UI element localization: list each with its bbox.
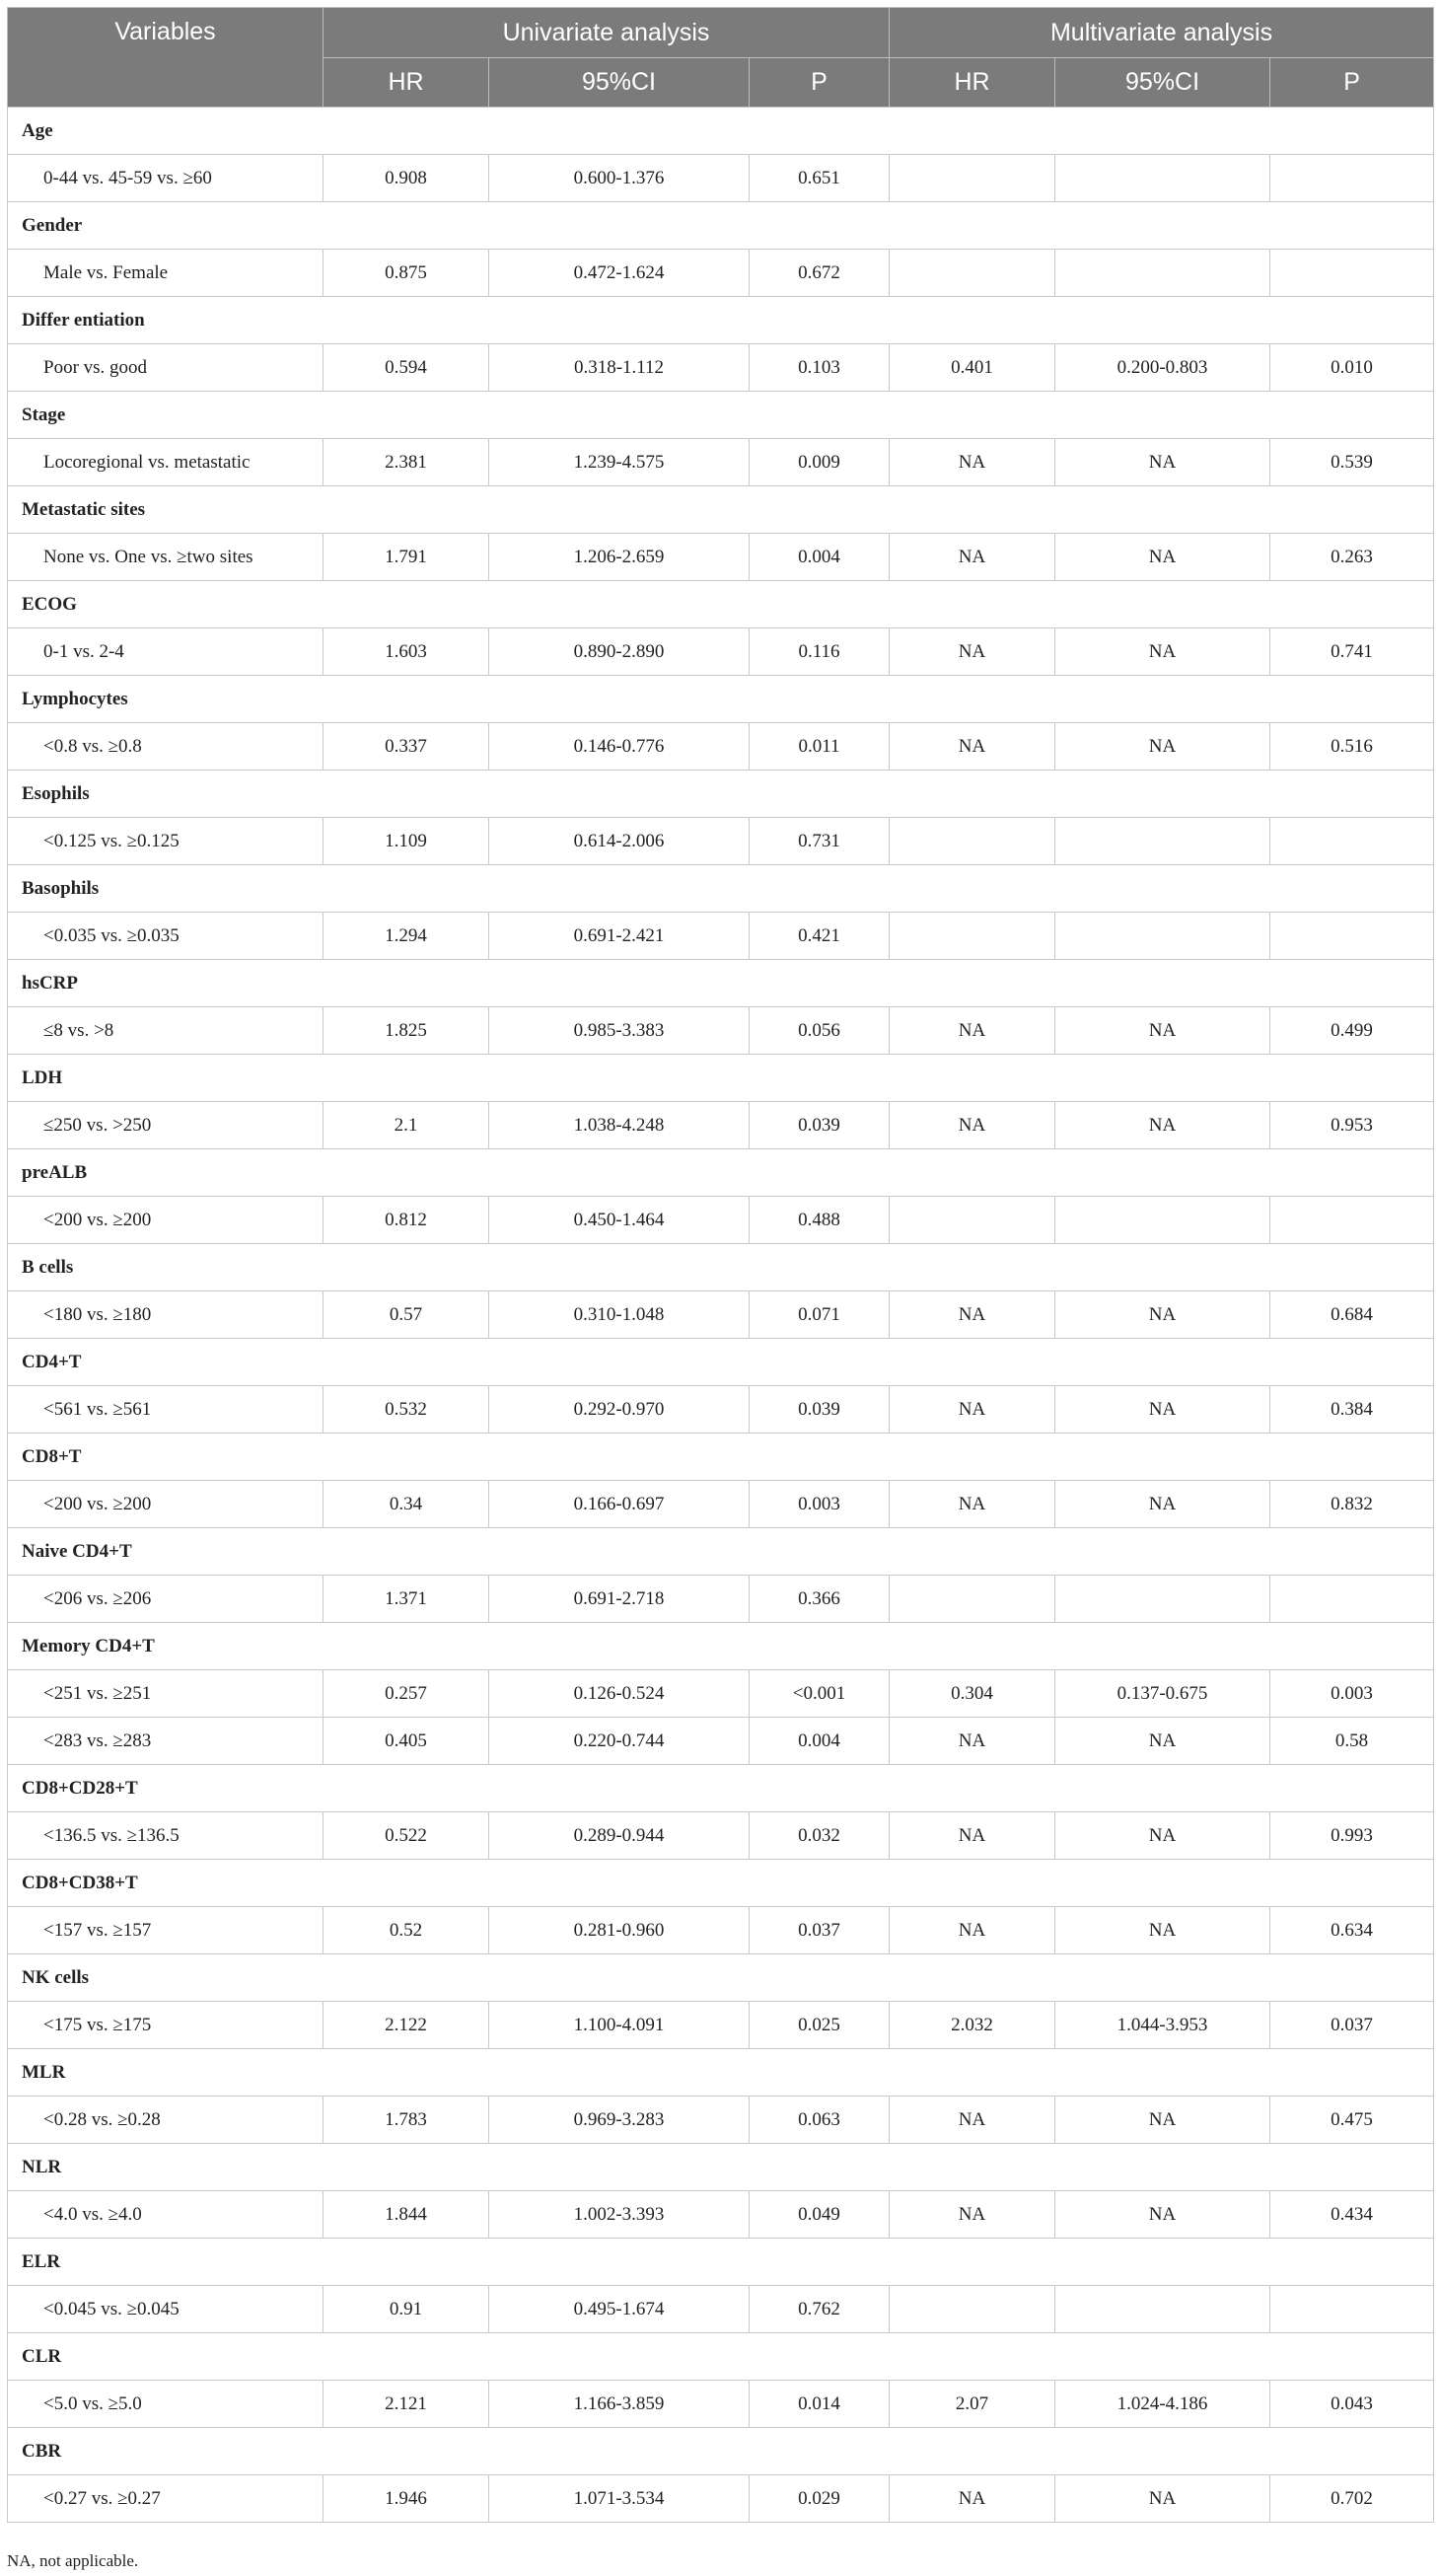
multi-ci — [1055, 250, 1270, 297]
multi-ci — [1055, 1197, 1270, 1244]
header-uni-ci: 95%CI — [489, 58, 750, 108]
group-title: Lymphocytes — [8, 676, 1434, 723]
uni-p: 0.488 — [750, 1197, 890, 1244]
uni-p: 0.037 — [750, 1907, 890, 1954]
multi-hr: NA — [890, 1007, 1055, 1055]
multi-p: 0.434 — [1270, 2191, 1434, 2239]
uni-p: 0.004 — [750, 1718, 890, 1765]
group-title: NLR — [8, 2144, 1434, 2191]
table-row — [8, 913, 1434, 960]
multi-p: 0.539 — [1270, 439, 1434, 486]
multi-hr — [890, 2286, 1055, 2333]
table-row — [8, 2097, 1434, 2144]
table-row — [8, 2475, 1434, 2523]
uni-p: 0.029 — [750, 2475, 890, 2523]
regression-table — [7, 7, 1434, 2523]
row-label: <136.5 vs. ≥136.5 — [8, 1812, 324, 1860]
uni-ci: 1.239-4.575 — [489, 439, 750, 486]
uni-p: 0.103 — [750, 344, 890, 392]
row-label: <180 vs. ≥180 — [8, 1291, 324, 1339]
multi-ci: NA — [1055, 2097, 1270, 2144]
table-footnote: NA, not applicable. — [7, 2551, 139, 2570]
group-title: CBR — [8, 2428, 1434, 2475]
group-header-row — [8, 1149, 1434, 1197]
group-title: CLR — [8, 2333, 1434, 2381]
table-header — [8, 8, 1434, 108]
multi-ci: 1.044-3.953 — [1055, 2002, 1270, 2049]
multi-ci: NA — [1055, 1291, 1270, 1339]
multi-ci: 0.200-0.803 — [1055, 344, 1270, 392]
group-header-row — [8, 771, 1434, 818]
uni-p: 0.762 — [750, 2286, 890, 2333]
row-label: <200 vs. ≥200 — [8, 1197, 324, 1244]
uni-ci: 0.969-3.283 — [489, 2097, 750, 2144]
group-header-row — [8, 1339, 1434, 1386]
multi-ci — [1055, 913, 1270, 960]
multi-p: 0.043 — [1270, 2381, 1434, 2428]
multi-p: 0.499 — [1270, 1007, 1434, 1055]
uni-hr: 0.34 — [324, 1481, 489, 1528]
multi-hr — [890, 818, 1055, 865]
uni-ci: 0.220-0.744 — [489, 1718, 750, 1765]
uni-ci: 0.318-1.112 — [489, 344, 750, 392]
row-label: Poor vs. good — [8, 344, 324, 392]
multi-ci: NA — [1055, 2191, 1270, 2239]
multi-hr: NA — [890, 1386, 1055, 1434]
uni-hr: 0.52 — [324, 1907, 489, 1954]
multi-ci: NA — [1055, 723, 1270, 771]
group-header-row — [8, 108, 1434, 155]
uni-hr: 0.594 — [324, 344, 489, 392]
table-row — [8, 534, 1434, 581]
multi-p: 0.516 — [1270, 723, 1434, 771]
uni-hr: 0.405 — [324, 1718, 489, 1765]
group-title: Memory CD4+T — [8, 1623, 1434, 1670]
row-label: Male vs. Female — [8, 250, 324, 297]
uni-p: 0.009 — [750, 439, 890, 486]
row-label: <0.28 vs. ≥0.28 — [8, 2097, 324, 2144]
table-row — [8, 155, 1434, 202]
uni-p: 0.003 — [750, 1481, 890, 1528]
row-label: <4.0 vs. ≥4.0 — [8, 2191, 324, 2239]
group-header-row — [8, 392, 1434, 439]
group-header-row — [8, 297, 1434, 344]
uni-ci: 0.146-0.776 — [489, 723, 750, 771]
row-label: <157 vs. ≥157 — [8, 1907, 324, 1954]
table-row — [8, 439, 1434, 486]
multi-hr: 0.304 — [890, 1670, 1055, 1718]
table-row — [8, 1907, 1434, 1954]
table-row — [8, 2381, 1434, 2428]
uni-p: 0.039 — [750, 1386, 890, 1434]
uni-ci: 0.600-1.376 — [489, 155, 750, 202]
table-row — [8, 2286, 1434, 2333]
uni-hr: 1.783 — [324, 2097, 489, 2144]
row-label: 0-1 vs. 2-4 — [8, 628, 324, 676]
uni-ci: 0.985-3.383 — [489, 1007, 750, 1055]
group-title: CD4+T — [8, 1339, 1434, 1386]
group-header-row — [8, 486, 1434, 534]
uni-p: 0.032 — [750, 1812, 890, 1860]
header-multi-hr: HR — [890, 58, 1055, 108]
multi-ci: NA — [1055, 534, 1270, 581]
uni-p: 0.004 — [750, 534, 890, 581]
uni-hr: 1.109 — [324, 818, 489, 865]
uni-hr: 0.257 — [324, 1670, 489, 1718]
table-row — [8, 1576, 1434, 1623]
multi-ci — [1055, 818, 1270, 865]
uni-ci: 0.691-2.718 — [489, 1576, 750, 1623]
uni-ci: 0.450-1.464 — [489, 1197, 750, 1244]
multi-p — [1270, 913, 1434, 960]
uni-ci: 0.292-0.970 — [489, 1386, 750, 1434]
group-header-row — [8, 1860, 1434, 1907]
group-title: Gender — [8, 202, 1434, 250]
uni-p: 0.651 — [750, 155, 890, 202]
uni-hr: 1.603 — [324, 628, 489, 676]
table-row — [8, 1718, 1434, 1765]
multi-hr: NA — [890, 534, 1055, 581]
multi-p: 0.684 — [1270, 1291, 1434, 1339]
group-title: B cells — [8, 1244, 1434, 1291]
uni-ci: 0.890-2.890 — [489, 628, 750, 676]
row-label: None vs. One vs. ≥two sites — [8, 534, 324, 581]
multi-ci: 1.024-4.186 — [1055, 2381, 1270, 2428]
multi-hr: NA — [890, 1718, 1055, 1765]
uni-p: 0.421 — [750, 913, 890, 960]
multi-ci: NA — [1055, 2475, 1270, 2523]
group-header-row — [8, 960, 1434, 1007]
group-title: Esophils — [8, 771, 1434, 818]
group-header-row — [8, 2144, 1434, 2191]
uni-ci: 1.206-2.659 — [489, 534, 750, 581]
group-title: NK cells — [8, 1954, 1434, 2002]
uni-ci: 1.071-3.534 — [489, 2475, 750, 2523]
row-label: Locoregional vs. metastatic — [8, 439, 324, 486]
multi-p — [1270, 1197, 1434, 1244]
row-label: <0.27 vs. ≥0.27 — [8, 2475, 324, 2523]
row-label: <561 vs. ≥561 — [8, 1386, 324, 1434]
uni-hr: 2.121 — [324, 2381, 489, 2428]
multi-ci: NA — [1055, 1907, 1270, 1954]
table-row — [8, 628, 1434, 676]
group-header-row — [8, 865, 1434, 913]
multi-hr: NA — [890, 2097, 1055, 2144]
row-label: <0.045 vs. ≥0.045 — [8, 2286, 324, 2333]
table-row — [8, 1812, 1434, 1860]
table-row — [8, 1007, 1434, 1055]
table-row — [8, 1102, 1434, 1149]
multi-ci: NA — [1055, 1102, 1270, 1149]
regression-table-container — [7, 7, 1433, 2523]
table-row — [8, 2191, 1434, 2239]
group-title: CD8+CD28+T — [8, 1765, 1434, 1812]
uni-ci: 0.126-0.524 — [489, 1670, 750, 1718]
uni-hr: 0.91 — [324, 2286, 489, 2333]
group-title: preALB — [8, 1149, 1434, 1197]
uni-hr: 1.844 — [324, 2191, 489, 2239]
group-header-row — [8, 2239, 1434, 2286]
uni-hr: 1.371 — [324, 1576, 489, 1623]
uni-p: 0.056 — [750, 1007, 890, 1055]
group-title: Differ entiation — [8, 297, 1434, 344]
uni-hr: 0.812 — [324, 1197, 489, 1244]
group-header-row — [8, 1765, 1434, 1812]
table-row — [8, 250, 1434, 297]
table-row — [8, 1197, 1434, 1244]
uni-p: 0.025 — [750, 2002, 890, 2049]
multi-hr: NA — [890, 2475, 1055, 2523]
multi-ci: 0.137-0.675 — [1055, 1670, 1270, 1718]
table-row — [8, 1481, 1434, 1528]
uni-ci: 1.002-3.393 — [489, 2191, 750, 2239]
multi-p — [1270, 818, 1434, 865]
table-row — [8, 1291, 1434, 1339]
uni-p: 0.672 — [750, 250, 890, 297]
row-label: <175 vs. ≥175 — [8, 2002, 324, 2049]
uni-p: 0.071 — [750, 1291, 890, 1339]
group-header-row — [8, 1244, 1434, 1291]
multi-hr: NA — [890, 1812, 1055, 1860]
group-header-row — [8, 1434, 1434, 1481]
multi-p: 0.832 — [1270, 1481, 1434, 1528]
uni-ci: 0.691-2.421 — [489, 913, 750, 960]
group-title: Naive CD4+T — [8, 1528, 1434, 1576]
uni-p: 0.049 — [750, 2191, 890, 2239]
uni-hr: 1.825 — [324, 1007, 489, 1055]
multi-hr: NA — [890, 2191, 1055, 2239]
group-header-row — [8, 676, 1434, 723]
uni-ci: 0.614-2.006 — [489, 818, 750, 865]
group-title: ELR — [8, 2239, 1434, 2286]
group-title: ECOG — [8, 581, 1434, 628]
multi-ci: NA — [1055, 628, 1270, 676]
multi-ci: NA — [1055, 1481, 1270, 1528]
row-label: <206 vs. ≥206 — [8, 1576, 324, 1623]
multi-ci: NA — [1055, 1386, 1270, 1434]
uni-p: 0.116 — [750, 628, 890, 676]
header-multi-ci: 95%CI — [1055, 58, 1270, 108]
multi-p: 0.003 — [1270, 1670, 1434, 1718]
multi-p: 0.953 — [1270, 1102, 1434, 1149]
uni-ci: 0.472-1.624 — [489, 250, 750, 297]
multi-p: 0.993 — [1270, 1812, 1434, 1860]
group-title: Age — [8, 108, 1434, 155]
group-header-row — [8, 2428, 1434, 2475]
uni-hr: 1.791 — [324, 534, 489, 581]
group-title: LDH — [8, 1055, 1434, 1102]
uni-hr: 0.522 — [324, 1812, 489, 1860]
group-header-row — [8, 1954, 1434, 2002]
uni-p: 0.366 — [750, 1576, 890, 1623]
table-row — [8, 1386, 1434, 1434]
multi-hr: NA — [890, 439, 1055, 486]
header-variables: Variables — [8, 8, 324, 108]
group-header-row — [8, 1055, 1434, 1102]
uni-hr: 0.337 — [324, 723, 489, 771]
header-uni-hr: HR — [324, 58, 489, 108]
row-label: 0-44 vs. 45-59 vs. ≥60 — [8, 155, 324, 202]
table-row — [8, 723, 1434, 771]
group-header-row — [8, 2049, 1434, 2097]
row-label: <5.0 vs. ≥5.0 — [8, 2381, 324, 2428]
row-label: <200 vs. ≥200 — [8, 1481, 324, 1528]
multi-ci — [1055, 1576, 1270, 1623]
table-row — [8, 2002, 1434, 2049]
uni-p: <0.001 — [750, 1670, 890, 1718]
row-label: <0.035 vs. ≥0.035 — [8, 913, 324, 960]
uni-p: 0.014 — [750, 2381, 890, 2428]
multi-p — [1270, 1576, 1434, 1623]
group-title: CD8+CD38+T — [8, 1860, 1434, 1907]
multi-ci — [1055, 2286, 1270, 2333]
group-header-row — [8, 1623, 1434, 1670]
table-row — [8, 818, 1434, 865]
row-label: ≤250 vs. >250 — [8, 1102, 324, 1149]
header-multi-p: P — [1270, 58, 1434, 108]
uni-hr: 0.57 — [324, 1291, 489, 1339]
group-header-row — [8, 202, 1434, 250]
multi-p: 0.475 — [1270, 2097, 1434, 2144]
multi-ci: NA — [1055, 1007, 1270, 1055]
uni-ci: 1.038-4.248 — [489, 1102, 750, 1149]
multi-hr: NA — [890, 1907, 1055, 1954]
uni-hr: 0.908 — [324, 155, 489, 202]
row-label: <0.125 vs. ≥0.125 — [8, 818, 324, 865]
multi-hr: 2.032 — [890, 2002, 1055, 2049]
group-title: hsCRP — [8, 960, 1434, 1007]
group-title: MLR — [8, 2049, 1434, 2097]
group-title: Stage — [8, 392, 1434, 439]
table-body — [8, 108, 1434, 2523]
table-row — [8, 1670, 1434, 1718]
multi-hr — [890, 913, 1055, 960]
multi-hr: 0.401 — [890, 344, 1055, 392]
uni-p: 0.011 — [750, 723, 890, 771]
group-header-row — [8, 2333, 1434, 2381]
multi-p: 0.384 — [1270, 1386, 1434, 1434]
table-row — [8, 344, 1434, 392]
uni-ci: 0.495-1.674 — [489, 2286, 750, 2333]
multi-p: 0.58 — [1270, 1718, 1434, 1765]
multi-ci: NA — [1055, 1812, 1270, 1860]
uni-ci: 1.166-3.859 — [489, 2381, 750, 2428]
header-multivariate: Multivariate analysis — [890, 8, 1434, 58]
uni-ci: 1.100-4.091 — [489, 2002, 750, 2049]
multi-p: 0.741 — [1270, 628, 1434, 676]
multi-ci: NA — [1055, 1718, 1270, 1765]
uni-ci: 0.289-0.944 — [489, 1812, 750, 1860]
group-header-row — [8, 1528, 1434, 1576]
header-uni-p: P — [750, 58, 890, 108]
multi-hr — [890, 1197, 1055, 1244]
uni-p: 0.039 — [750, 1102, 890, 1149]
multi-hr: NA — [890, 1291, 1055, 1339]
row-label: ≤8 vs. >8 — [8, 1007, 324, 1055]
multi-p — [1270, 250, 1434, 297]
multi-ci — [1055, 155, 1270, 202]
header-univariate: Univariate analysis — [324, 8, 890, 58]
uni-hr: 2.122 — [324, 2002, 489, 2049]
multi-ci: NA — [1055, 439, 1270, 486]
uni-p: 0.063 — [750, 2097, 890, 2144]
multi-p — [1270, 2286, 1434, 2333]
group-header-row — [8, 581, 1434, 628]
row-label: <283 vs. ≥283 — [8, 1718, 324, 1765]
uni-ci: 0.281-0.960 — [489, 1907, 750, 1954]
multi-p — [1270, 155, 1434, 202]
group-title: Metastatic sites — [8, 486, 1434, 534]
uni-hr: 1.946 — [324, 2475, 489, 2523]
uni-ci: 0.166-0.697 — [489, 1481, 750, 1528]
multi-hr: NA — [890, 723, 1055, 771]
uni-ci: 0.310-1.048 — [489, 1291, 750, 1339]
multi-p: 0.702 — [1270, 2475, 1434, 2523]
group-title: CD8+T — [8, 1434, 1434, 1481]
uni-hr: 2.1 — [324, 1102, 489, 1149]
uni-p: 0.731 — [750, 818, 890, 865]
multi-p: 0.010 — [1270, 344, 1434, 392]
multi-hr — [890, 250, 1055, 297]
multi-p: 0.634 — [1270, 1907, 1434, 1954]
multi-hr — [890, 1576, 1055, 1623]
uni-hr: 2.381 — [324, 439, 489, 486]
uni-hr: 1.294 — [324, 913, 489, 960]
multi-hr — [890, 155, 1055, 202]
group-title: Basophils — [8, 865, 1434, 913]
uni-hr: 0.875 — [324, 250, 489, 297]
row-label: <251 vs. ≥251 — [8, 1670, 324, 1718]
multi-p: 0.263 — [1270, 534, 1434, 581]
uni-hr: 0.532 — [324, 1386, 489, 1434]
row-label: <0.8 vs. ≥0.8 — [8, 723, 324, 771]
multi-hr: NA — [890, 628, 1055, 676]
multi-hr: NA — [890, 1102, 1055, 1149]
multi-hr: 2.07 — [890, 2381, 1055, 2428]
multi-hr: NA — [890, 1481, 1055, 1528]
multi-p: 0.037 — [1270, 2002, 1434, 2049]
